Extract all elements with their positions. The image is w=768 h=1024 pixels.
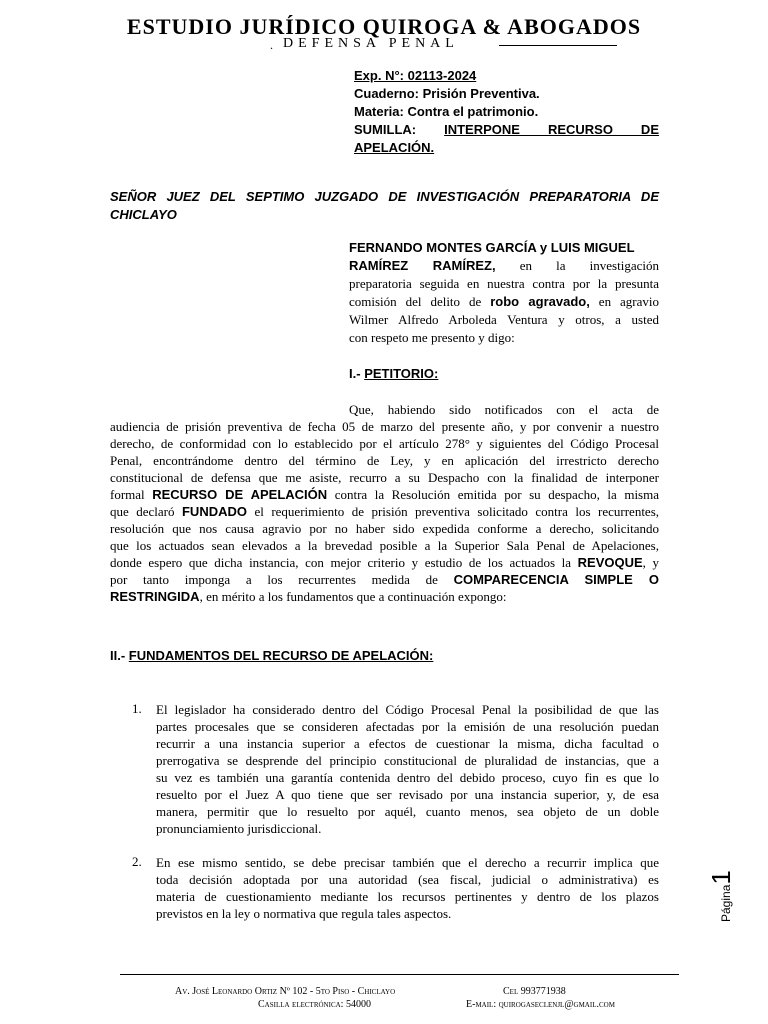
list-line: En ese mismo sentido, se debe precisar también que el derecho a recurrir implica que (156, 855, 659, 870)
fundamentos-list (132, 701, 659, 922)
revoque-label: REVOQUE (577, 555, 643, 570)
petitorio-text: , en mérito a los fundamentos que a continuación expongo: (199, 589, 507, 604)
list-item (132, 854, 659, 922)
list-item-text (156, 854, 659, 922)
section-heading-fundamentos (110, 648, 433, 663)
petitorio-line (110, 503, 659, 520)
list-item-number: 1. (132, 701, 142, 716)
sumilla-line (354, 121, 659, 139)
sumilla-text-1: INTERPONE RECURSO DE (444, 122, 659, 137)
petitorio-paragraph (110, 401, 659, 605)
page-marker-content (706, 870, 737, 922)
petitorio-text: contra la Resolución emitida por su despacho, la misma (334, 487, 659, 502)
page-number: 1 (706, 870, 736, 885)
intro-text: en agravio (598, 294, 659, 309)
recurso-label: RECURSO DE APELACIÓN (152, 487, 328, 502)
intro-text: en la investigación (519, 258, 659, 273)
intro-text: comisión del delito de (349, 294, 482, 309)
list-line: resuelto por el Juez A quo tiene que ser revisado por una instancia superior, y, de esa (156, 787, 659, 802)
list-item (132, 701, 659, 837)
section-number: II.- (110, 648, 126, 663)
petitorio-text: donde espero que dicha instancia, con mejor criterio y estudio de los actuados la (110, 555, 572, 570)
fundado-label: FUNDADO (181, 504, 247, 519)
intro-line-4 (349, 293, 659, 311)
list-line: pronunciamiento jurisdiccional. (156, 821, 322, 836)
firm-name: ESTUDIO JURÍDICO QUIROGA & ABOGADOS (126, 14, 642, 39)
petitioners-names-1: FERNANDO MONTES GARCÍA y LUIS MIGUEL (349, 240, 635, 255)
petitioners-names-2: RAMÍREZ RAMÍREZ, (349, 258, 496, 273)
page-marker (686, 870, 746, 952)
petitorio-line (110, 554, 659, 571)
restringida-label: RESTRINGIDA (110, 589, 200, 604)
page-label: Página (719, 884, 733, 922)
petitorio-line: Que, habiendo sido notificados con el acta de (349, 402, 659, 417)
petitorio-text: el requerimiento de prisión preventiva solicitado contra los recurrentes, (254, 504, 660, 519)
petitorio-line: audiencia de prisión preventiva de fecha 05 de marzo del presente año, y por convenir a nuestro (110, 419, 659, 434)
list-line: toda decisión adoptada por una autoridad (sea fiscal, judicial o administrativa) es (156, 872, 659, 887)
division-name: DEFENSA PENAL (283, 36, 459, 51)
petitorio-line (110, 486, 659, 503)
petitorio-text: formal (110, 487, 145, 502)
petitorio-text: que declaró (110, 504, 175, 519)
list-item-text (156, 701, 659, 837)
list-line: materia de cuestionamiento mediante los recursos pertinentes y dentro de los plazos (156, 889, 659, 904)
section-heading-petitorio (349, 366, 438, 381)
comparecencia-label: COMPARECENCIA SIMPLE O (453, 572, 660, 587)
sumilla-label: SUMILLA: (354, 122, 417, 137)
expediente-number: Exp. N°: 02113-2024 (354, 68, 477, 83)
petitorio-line: constitucional de defensa que me asiste, recurro a su Despacho con la finalidad de interponer (110, 470, 659, 485)
intro-line-5: Wilmer Alfredo Arboleda Ventura y otros, a usted (349, 312, 659, 327)
materia-line: Materia: Contra el patrimonio. (354, 104, 539, 119)
petitorio-line: que los actuados sean elevados a la brevedad posible a la Superior Sala Penal de Apelaciones, (110, 538, 659, 553)
list-line: prerrogativa se desprende del principio constitucional de pluralidad de instancias, que a (156, 753, 659, 768)
header-rule (499, 45, 617, 46)
intro-line-2 (349, 257, 659, 275)
section-title: FUNDAMENTOS DEL RECURSO DE APELACIÓN: (128, 648, 434, 663)
addressee-line-1: SEÑOR JUEZ DEL SEPTIMO JUZGADO DE INVESTIGACIÓN PREPARATORIA DE (110, 189, 659, 204)
intro-line-6: con respeto me presento y digo: (349, 330, 515, 345)
intro-block (349, 239, 659, 347)
list-line: previstos en la ley o normativa que regula tales aspectos. (156, 906, 452, 921)
addressee-block (110, 188, 659, 224)
section-number: I.- (349, 366, 361, 381)
footer-address: Av. José Leonardo Ortiz Nº 102 - 5to Piso - Chiclayo (175, 986, 396, 997)
crime-name: robo agravado, (490, 294, 590, 309)
list-line: El legislador ha considerado dentro del Código Procesal Penal la posibilidad de que las (156, 702, 659, 717)
footer-email: E-mail: quirogaseclenjl@gmail.com (466, 999, 615, 1010)
cuaderno-line: Cuaderno: Prisión Preventiva. (354, 86, 540, 101)
footer-casilla: Casilla electrónica: 54000 (258, 999, 371, 1010)
list-line: su vez es también una garantía contenida dentro del debido proceso, cuyo fin es que lo (156, 770, 659, 785)
petitorio-text: , y (642, 555, 660, 570)
addressee-line-2: CHICLAYO (110, 207, 177, 222)
petitorio-line (110, 571, 659, 588)
list-item-number: 2. (132, 854, 142, 869)
case-info-block (354, 67, 659, 157)
petitorio-line: resolución que nos causa agravio por no haber sido expedida conforme a derecho, solicitando (110, 521, 659, 536)
petitorio-text: por tanto imponga a los recurrentes medida de (110, 572, 438, 587)
footer-phone: Cel 993771938 (503, 986, 566, 997)
list-line: manera, permitir que lo resuelto por aquél, cuanto menos, sea objeto de un doble (156, 804, 659, 819)
header-dot: . (270, 38, 273, 52)
section-title: PETITORIO: (364, 366, 439, 381)
petitorio-line (110, 588, 659, 605)
footer-rule (120, 974, 679, 975)
list-line: recurrir a una instancia superior a efectos de cuestionar la misma, dicha facultad o (156, 736, 659, 751)
list-line: partes procesales que se consideren afectadas por la emisión de una resolución puedan (156, 719, 659, 734)
sumilla-text-2: APELACIÓN. (354, 140, 435, 155)
petitorio-line: derecho, de conformidad con lo establecido por el artículo 278° y siguientes del Código Procesal (110, 436, 659, 451)
petitorio-line: Penal, encontrándome dentro del término de Ley, y en aplicación del irrestricto derecho (110, 453, 659, 468)
intro-line-3: preparatoria seguida en nuestra contra por la presunta (349, 276, 659, 291)
